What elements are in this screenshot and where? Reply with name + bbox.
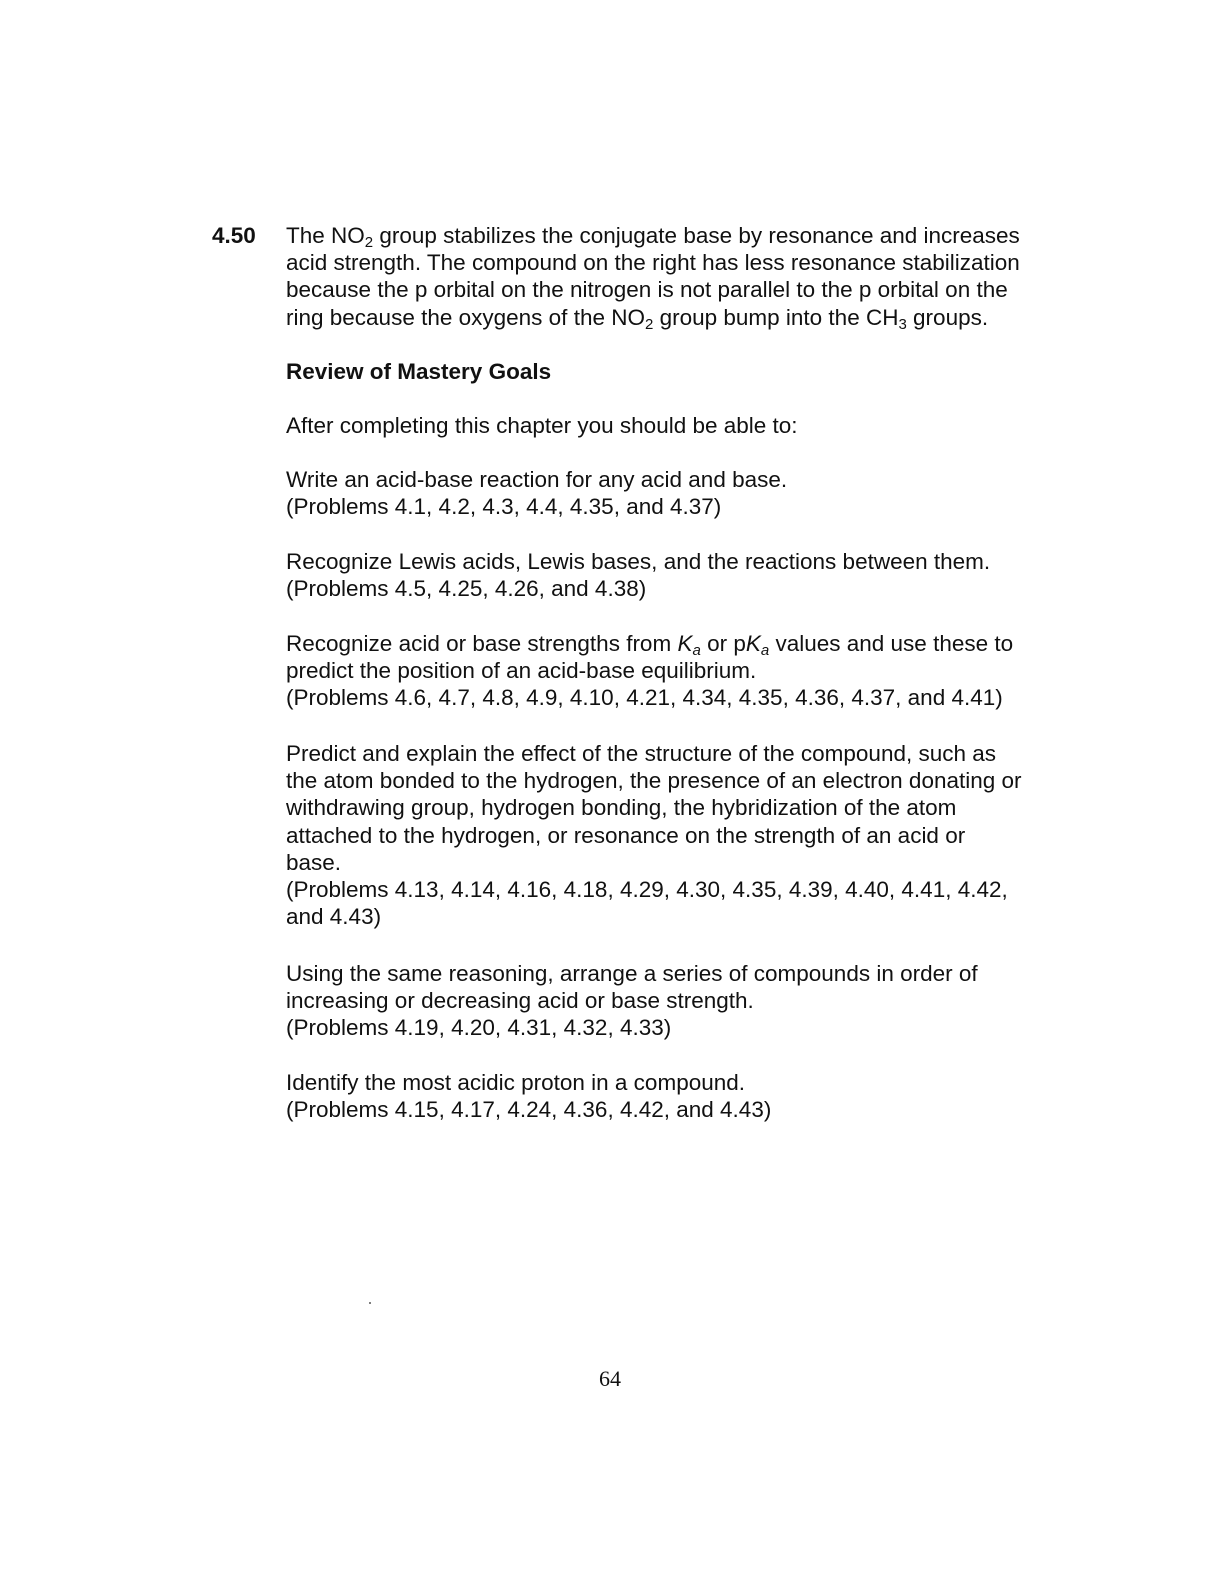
scan-speck bbox=[369, 1302, 371, 1304]
answer-line-1 bbox=[286, 222, 1086, 249]
mastery-goal bbox=[286, 960, 1086, 1042]
section-intro: After completing this chapter you should be able to: bbox=[286, 413, 798, 438]
mastery-goal bbox=[286, 548, 1086, 602]
problem-number: 4.50 bbox=[212, 223, 256, 248]
subscript: a bbox=[760, 642, 770, 659]
answer-text: The NO bbox=[286, 223, 365, 248]
page-number: 64 bbox=[599, 1366, 621, 1391]
mastery-goal bbox=[286, 466, 1086, 520]
goal-text: Write an acid-base reaction for any acid and base. bbox=[286, 467, 788, 492]
goal-text-part: Recognize acid or base strengths from bbox=[286, 631, 678, 656]
ka-symbol: K bbox=[677, 631, 693, 656]
goal-text: the atom bonded to the hydrogen, the presence of an electron donating or bbox=[286, 768, 1022, 794]
subscript: a bbox=[692, 642, 701, 659]
pka-symbol: K bbox=[745, 631, 761, 656]
goal-text: withdrawing group, hydrogen bonding, the hybridization of the atom bbox=[286, 795, 957, 821]
answer-text: group bump into the CH bbox=[653, 304, 899, 330]
goal-text: Predict and explain the effect of the structure of the compound, such as bbox=[286, 741, 997, 766]
mastery-goal bbox=[286, 740, 1086, 930]
goal-text-part: values and use these to bbox=[769, 631, 1014, 656]
goal-problems: and 4.43) bbox=[286, 904, 382, 930]
answer-text: ring because the oxygens of the NO bbox=[286, 304, 645, 330]
problem-answer bbox=[286, 222, 1086, 331]
goal-problems: (Problems 4.5, 4.25, 4.26, and 4.38) bbox=[286, 576, 647, 602]
goal-problems: (Problems 4.1, 4.2, 4.3, 4.4, 4.35, and 4.37) bbox=[286, 494, 722, 520]
goal-problems: (Problems 4.15, 4.17, 4.24, 4.36, 4.42, and 4.43) bbox=[286, 1097, 772, 1123]
goal-text: predict the position of an acid-base equilibrium. bbox=[286, 658, 757, 684]
goal-text: attached to the hydrogen, or resonance on the strength of an acid or bbox=[286, 822, 966, 848]
answer-line-4 bbox=[286, 304, 1086, 331]
goal-problems: (Problems 4.6, 4.7, 4.8, 4.9, 4.10, 4.21, 4.34, 4.35, 4.36, 4.37, and 4.41) bbox=[286, 685, 1003, 711]
answer-line-2: acid strength. The compound on the right has less resonance stabilization bbox=[286, 250, 1020, 276]
subscript: 3 bbox=[898, 315, 907, 333]
mastery-goal bbox=[286, 630, 1086, 712]
goal-text bbox=[286, 630, 1086, 657]
goal-text: Recognize Lewis acids, Lewis bases, and the reactions between them. bbox=[286, 549, 991, 574]
section-heading: Review of Mastery Goals bbox=[286, 359, 552, 384]
goal-problems: (Problems 4.13, 4.14, 4.16, 4.18, 4.29, 4.30, 4.35, 4.39, 4.40, 4.41, 4.42, bbox=[286, 877, 1008, 903]
goal-text-part: or p bbox=[700, 631, 746, 656]
answer-line-3: because the p orbital on the nitrogen is not parallel to the p orbital on the bbox=[286, 277, 1008, 303]
subscript: 2 bbox=[364, 234, 374, 251]
goal-text: Identify the most acidic proton in a compound. bbox=[286, 1070, 746, 1095]
answer-text: group stabilizes the conjugate base by resonance and increases bbox=[373, 223, 1020, 248]
answer-text: groups. bbox=[906, 304, 989, 330]
mastery-goal bbox=[286, 1069, 1086, 1123]
goal-text: increasing or decreasing acid or base strength. bbox=[286, 988, 754, 1014]
goal-text: Using the same reasoning, arrange a series of compounds in order of bbox=[286, 961, 978, 986]
goal-problems: (Problems 4.19, 4.20, 4.31, 4.32, 4.33) bbox=[286, 1015, 672, 1041]
subscript: 2 bbox=[644, 315, 654, 333]
goal-text: base. bbox=[286, 849, 342, 875]
